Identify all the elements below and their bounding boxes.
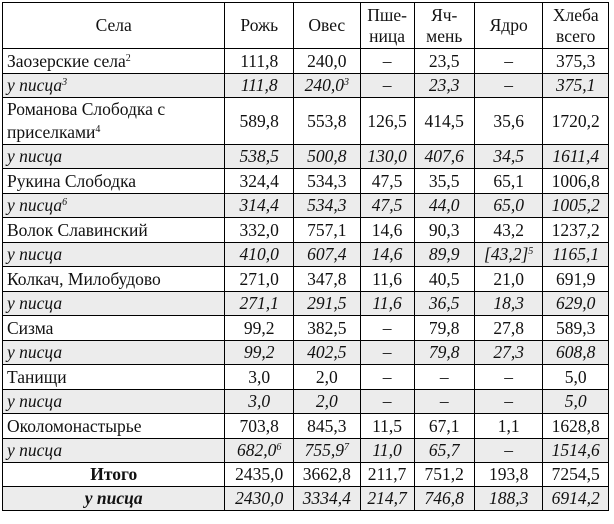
oats-cell [294,194,361,218]
wheat-value: – [382,317,392,338]
kernel-cell [474,365,543,390]
table-row [3,463,609,487]
barley-cell [414,218,474,243]
rye-value: 99,2 [243,317,275,338]
rye-value: 332,0 [239,219,279,240]
kernel-value: – [504,440,514,460]
village-name: у писца [7,293,63,313]
wheat-value: 211,7 [367,464,407,484]
village-name-cell [3,218,225,243]
oats-value: 534,3 [307,195,347,215]
kernel-cell [474,218,543,243]
barley-cell [414,169,474,194]
village-name: Танищи [7,366,67,387]
footnote-marker: 4 [95,124,101,135]
oats-cell [294,98,361,145]
barley-cell [414,439,474,463]
village-name: у писца [7,146,63,166]
wheat-cell [360,74,414,98]
kernel-value: [43,2] [484,244,529,264]
village-name: Волок Славинский [7,219,148,240]
table-row [3,365,609,390]
table-row-scribe [3,341,609,365]
table-row [3,169,609,194]
kernel-value: 188,3 [488,488,529,508]
wheat-cell [360,98,414,145]
oats-cell [294,487,361,511]
rye-value: 703,8 [239,415,279,436]
total-grain-cell [543,49,609,74]
total-grain-value: 375,1 [556,75,596,95]
barley-value: 414,5 [424,110,464,131]
barley-cell [414,487,474,511]
wheat-cell [360,292,414,316]
total-grain-cell [543,243,609,267]
rye-value: 111,8 [240,75,278,95]
barley-value: 407,6 [424,146,464,166]
rye-value: 271,0 [239,268,279,289]
village-name: Сизма [7,317,54,338]
rye-cell [225,194,294,218]
wheat-value: – [382,75,392,95]
footnote-marker: 6 [276,442,282,453]
kernel-value: – [504,75,514,95]
table-row [3,414,609,439]
barley-value: – [439,366,449,387]
wheat-cell [360,487,414,511]
oats-cell [294,169,361,194]
total-grain-value: 5,0 [564,366,587,387]
kernel-value: 35,6 [493,110,524,131]
village-name-cell [3,439,225,463]
header-barley [414,3,474,49]
total-grain-cell [543,218,609,243]
total-grain-cell [543,98,609,145]
rye-value: 99,2 [243,342,275,362]
wheat-cell [360,169,414,194]
wheat-cell [360,218,414,243]
kernel-value: 193,8 [488,464,529,484]
village-name: у писца [7,244,63,264]
village-name-cell [3,98,225,145]
kernel-cell [474,145,543,169]
barley-cell [414,292,474,316]
oats-cell [294,267,361,292]
total-grain-cell [543,341,609,365]
village-name-cell [3,267,225,292]
wheat-value: 11,5 [372,415,403,436]
village-name-cell [3,316,225,341]
total-grain-value: 691,9 [556,268,596,289]
kernel-cell [474,267,543,292]
oats-value: 3662,8 [302,464,351,484]
wheat-cell [360,463,414,487]
barley-value: 67,1 [428,415,460,436]
village-name-cell [3,463,225,487]
oats-cell [294,439,361,463]
kernel-cell [474,390,543,414]
village-name: Рукина Слободка [7,170,137,191]
total-grain-value: 1165,1 [552,244,600,264]
barley-cell [414,316,474,341]
wheat-value: 14,6 [371,219,403,240]
header-village: Села [3,3,225,49]
village-name: Итого [90,464,138,484]
oats-value: 534,3 [307,170,347,191]
rye-value: 3,0 [248,391,271,411]
village-name-cell [3,169,225,194]
wheat-value: – [382,366,392,387]
wheat-value: 214,7 [367,488,407,508]
footnote-marker: 3 [62,77,68,88]
wheat-cell [360,341,414,365]
rye-value: 589,8 [239,110,279,131]
rye-cell [225,316,294,341]
oats-cell [294,390,361,414]
barley-value: 23,3 [428,75,460,95]
total-grain-value: 375,3 [556,50,596,71]
table-row-scribe [3,439,609,463]
total-grain-cell [543,390,609,414]
footnote-marker: 6 [62,197,68,208]
rye-value: 538,5 [239,146,279,166]
table-body [3,49,609,511]
barley-value: – [439,391,449,411]
village-name: у писца [7,440,63,460]
rye-cell [225,267,294,292]
barley-value: 90,3 [428,219,460,240]
kernel-cell [474,74,543,98]
oats-value: 845,3 [307,415,347,436]
kernel-cell [474,194,543,218]
rye-value: 2430,0 [235,488,284,508]
oats-value: 240,0 [304,75,344,95]
total-grain-cell [543,414,609,439]
total-grain-cell [543,487,609,511]
table-row-scribe [3,194,609,218]
table-row-scribe [3,390,609,414]
rye-value: 111,8 [240,50,279,71]
rye-cell [225,365,294,390]
table-row-scribe [3,292,609,316]
oats-cell [294,218,361,243]
wheat-value: – [382,342,392,362]
barley-value: 746,8 [424,488,464,508]
village-name-cell [3,414,225,439]
total-grain-value: 6914,2 [551,488,600,508]
barley-value: 65,7 [428,440,460,460]
oats-value: 347,8 [307,268,347,289]
kernel-value: – [504,366,514,387]
header-wheat-label: Пше- ница [367,4,407,46]
oats-cell [294,145,361,169]
barley-value: 79,8 [428,317,460,338]
village-name: Колкач, Милобудово [7,268,161,289]
total-grain-value: 5,0 [564,391,587,411]
rye-cell [225,390,294,414]
total-grain-cell [543,439,609,463]
total-grain-value: 608,8 [556,342,596,362]
total-grain-value: 629,0 [556,293,596,313]
village-name-cell [3,292,225,316]
kernel-value: 65,1 [493,170,524,191]
oats-value: 2,0 [315,366,338,387]
table-header-row [3,3,609,49]
total-grain-value: 7254,5 [551,464,600,484]
kernel-cell [474,316,543,341]
kernel-cell [474,487,543,511]
oats-value: 291,5 [307,293,347,313]
oats-value: 3334,4 [302,488,351,508]
wheat-cell [360,267,414,292]
total-grain-value: 1005,2 [551,195,600,215]
kernel-cell [474,292,543,316]
oats-value: 500,8 [307,146,347,166]
wheat-value: 130,0 [367,146,407,166]
header-rye: Рожь [225,3,294,49]
table-row [3,316,609,341]
village-name: у писца [84,488,143,508]
rye-value: 410,0 [239,244,279,264]
rye-value: 271,1 [239,293,279,313]
total-grain-cell [543,74,609,98]
rye-cell [225,169,294,194]
rye-cell [225,414,294,439]
oats-value: 2,0 [315,391,338,411]
total-grain-cell [543,292,609,316]
rye-cell [225,463,294,487]
table-row [3,267,609,292]
kernel-value: 1,1 [497,415,520,436]
wheat-value: 47,5 [371,195,403,215]
oats-cell [294,341,361,365]
village-name-cell [3,74,225,98]
table-row-scribe [3,243,609,267]
wheat-cell [360,316,414,341]
footnote-marker: 7 [343,442,349,453]
barley-value: 23,5 [428,50,460,71]
header-barley-label: Яч- мень [426,4,463,46]
oats-value: 553,8 [307,110,347,131]
rye-cell [225,439,294,463]
village-name-cell [3,341,225,365]
table-row [3,218,609,243]
barley-value: 40,5 [428,268,460,289]
barley-cell [414,74,474,98]
wheat-value: 11,6 [372,268,403,289]
oats-cell [294,74,361,98]
barley-cell [414,98,474,145]
oats-value: 402,5 [307,342,347,362]
kernel-value: – [504,391,514,411]
oats-value: 757,1 [307,219,347,240]
wheat-cell [360,414,414,439]
wheat-cell [360,243,414,267]
wheat-value: 14,6 [371,244,403,264]
table-row-scribe [3,145,609,169]
oats-value: 755,9 [304,440,344,460]
total-grain-cell [543,463,609,487]
barley-value: 35,5 [428,170,460,191]
kernel-value: 27,8 [493,317,524,338]
barley-cell [414,145,474,169]
village-name-cell [3,194,225,218]
rye-cell [225,98,294,145]
barley-cell [414,194,474,218]
kernel-value: 43,2 [493,219,524,240]
total-grain-cell [543,145,609,169]
wheat-value: 11,6 [372,293,402,313]
wheat-value: 11,0 [372,440,402,460]
oats-value: 382,5 [307,317,347,338]
rye-value: 2435,0 [235,464,284,484]
oats-cell [294,316,361,341]
total-grain-value: 1237,2 [551,219,600,240]
barley-cell [414,390,474,414]
kernel-value: 34,5 [493,146,524,166]
barley-value: 79,8 [428,342,460,362]
rye-cell [225,292,294,316]
village-name: у писца [7,391,63,411]
village-name: у писца [7,75,63,95]
kernel-cell [474,439,543,463]
rye-cell [225,74,294,98]
table-row-scribe [3,74,609,98]
header-wheat [360,3,414,49]
barley-cell [414,267,474,292]
kernel-value: 18,3 [493,293,524,313]
header-kernel: Ядро [474,3,543,49]
rye-cell [225,341,294,365]
oats-cell [294,414,361,439]
barley-cell [414,414,474,439]
rye-value: 324,4 [239,170,279,191]
footnote-marker: 3 [343,77,349,88]
total-grain-cell [543,194,609,218]
total-grain-value: 1006,8 [551,170,600,191]
kernel-value: 65,0 [493,195,524,215]
table-row [3,98,609,145]
oats-value: 240,0 [307,50,347,71]
rye-cell [225,218,294,243]
wheat-cell [360,439,414,463]
rye-value: 314,4 [239,195,279,215]
barley-cell [414,365,474,390]
total-grain-value: 1628,8 [551,415,600,436]
village-name: Заозерские села [7,50,126,71]
oats-value: 607,4 [307,244,347,264]
barley-cell [414,243,474,267]
village-name-cell [3,390,225,414]
wheat-value: – [382,50,392,71]
village-name: у писца [7,342,63,362]
barley-cell [414,463,474,487]
footnote-marker: 2 [125,52,131,64]
oats-cell [294,243,361,267]
barley-value: 751,2 [424,464,464,484]
wheat-cell [360,49,414,74]
wheat-cell [360,365,414,390]
total-grain-cell [543,267,609,292]
kernel-value: 21,0 [493,268,524,289]
total-grain-value: 1514,6 [551,440,600,460]
kernel-cell [474,49,543,74]
oats-cell [294,365,361,390]
total-grain-cell [543,316,609,341]
header-total-grain: Хлеба всего [543,3,609,49]
kernel-cell [474,414,543,439]
rye-cell [225,243,294,267]
footnote-marker: 5 [528,246,534,257]
barley-cell [414,49,474,74]
total-grain-value: 1611,4 [552,146,600,166]
barley-cell [414,341,474,365]
barley-value: 89,9 [428,244,460,264]
village-name-cell [3,243,225,267]
village-name: у писца [7,195,63,215]
wheat-value: 126,5 [367,110,407,131]
table-row [3,49,609,74]
wheat-cell [360,145,414,169]
village-name-cell [3,365,225,390]
village-name-cell [3,49,225,74]
oats-cell [294,49,361,74]
header-oats: Овес [294,3,361,49]
kernel-value: 27,3 [493,342,524,362]
total-grain-cell [543,169,609,194]
wheat-cell [360,194,414,218]
oats-cell [294,292,361,316]
rye-cell [225,487,294,511]
wheat-value: – [382,391,392,411]
rye-cell [225,49,294,74]
village-name: Романова Слободка с приселками [7,99,166,142]
kernel-cell [474,243,543,267]
total-grain-cell [543,365,609,390]
rye-cell [225,145,294,169]
kernel-cell [474,341,543,365]
oats-cell [294,463,361,487]
rye-value: 682,0 [237,440,277,460]
village-name-cell [3,145,225,169]
kernel-cell [474,98,543,145]
barley-value: 36,5 [428,293,460,313]
village-name: Околомонастырье [7,415,142,436]
wheat-cell [360,390,414,414]
total-grain-value: 1720,2 [551,110,600,131]
rye-value: 3,0 [248,366,271,387]
kernel-cell [474,169,543,194]
wheat-value: 47,5 [371,170,403,191]
kernel-value: – [504,50,514,71]
table-row-scribe [3,487,609,511]
barley-value: 44,0 [428,195,460,215]
grain-harvest-table [2,2,609,511]
kernel-cell [474,463,543,487]
village-name-cell [3,487,225,511]
total-grain-value: 589,3 [556,317,596,338]
